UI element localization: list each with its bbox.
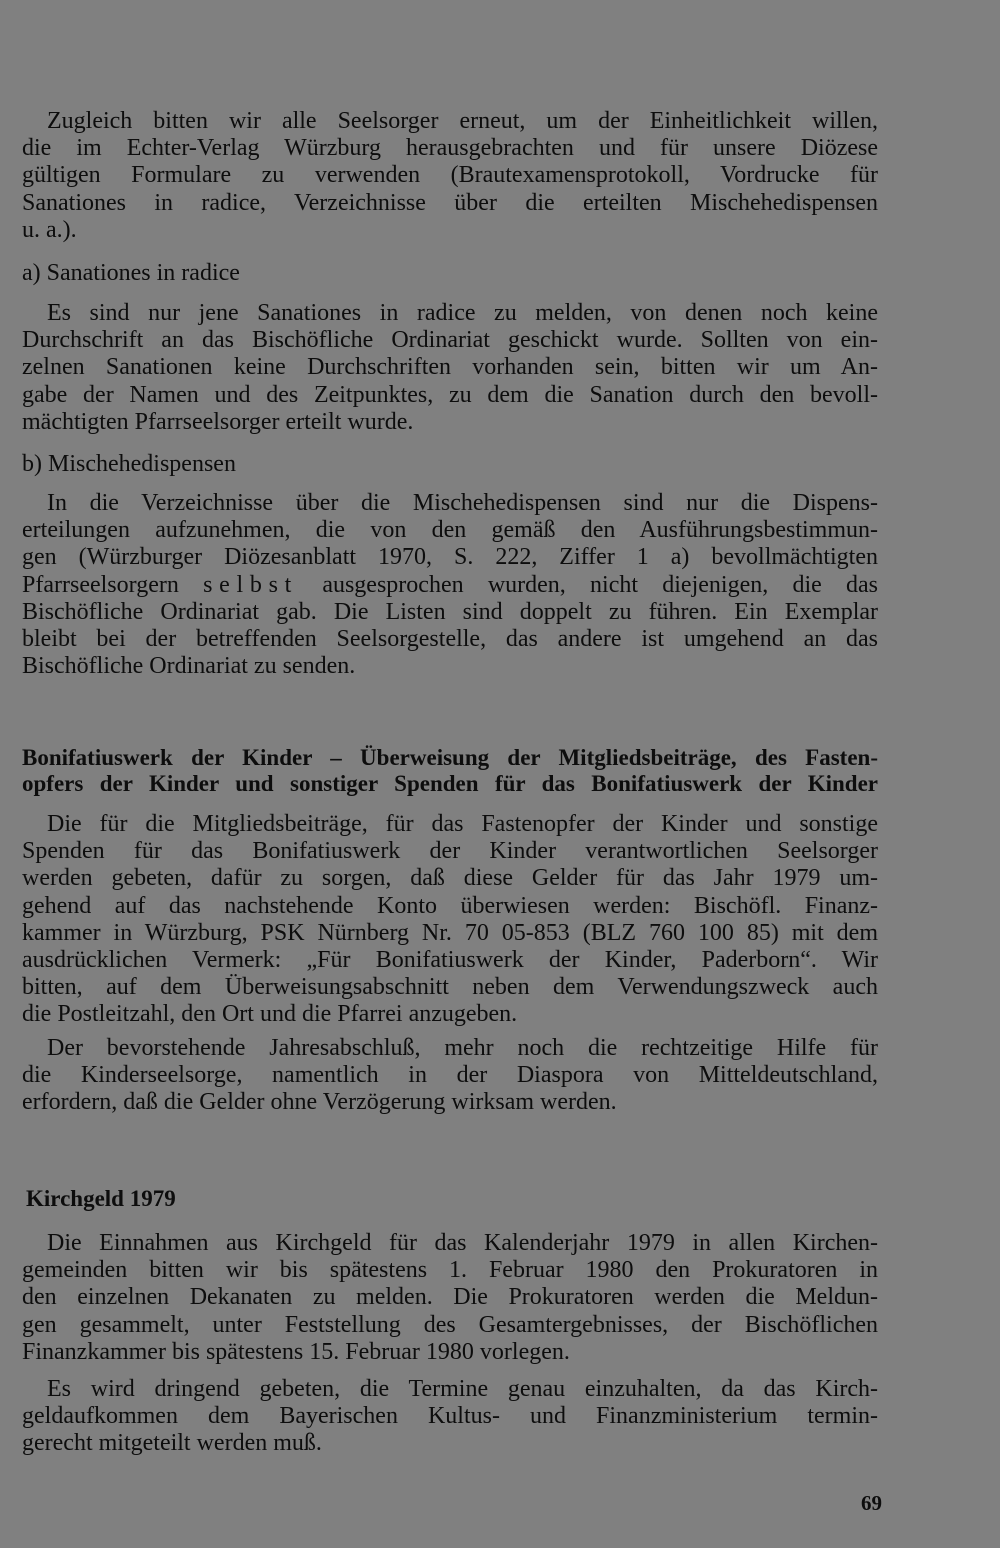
heading-line: Bonifatiuswerk der Kinder – Überweisung der Mitgliedsbeiträge, des Fasten-: [22, 745, 878, 770]
text-line: Finanzkammer bis spätestens 15. Februar 1980 vorlegen.: [22, 1338, 570, 1365]
text-line: kammer in Würzburg, PSK Nürnberg Nr. 70 05-853 (BLZ 760 100 85) mit dem: [22, 919, 878, 946]
text-line: gültigen Formulare zu verwenden (Brautexamensprotokoll, Vordrucke für: [22, 162, 878, 189]
paragraph-sanationes: [22, 300, 878, 436]
text-segment: Pfarrseelsorgern: [22, 571, 179, 598]
text-line: Zugleich bitten wir alle Seelsorger erneut, um der Einheitlichkeit willen,: [47, 108, 878, 134]
text-line: bitten, auf dem Überweisungsabschnitt neben dem Verwendungszweck auch: [22, 974, 878, 1001]
text-line: Spenden für das Bonifatiuswerk der Kinder verantwortlichen Seelsorger: [22, 838, 878, 865]
text-line: den einzelnen Dekanaten zu melden. Die Prokuratoren werden die Meldun-: [22, 1284, 878, 1311]
text-line: die Postleitzahl, den Ort und die Pfarrei anzugeben.: [22, 1001, 518, 1028]
paragraph-kirchgeld-1: [22, 1230, 878, 1366]
paragraph-bonifatiuswerk-1: [22, 811, 878, 1029]
text-line: In die Verzeichnisse über die Mischehedispensen sind nur die Dispens-: [47, 490, 878, 516]
heading-line: opfers der Kinder und sonstiger Spenden für das Bonifatiuswerk der Kinder: [22, 771, 878, 796]
text-line: die im Echter-Verlag Würzburg herausgebrachten und für unsere Diözese: [22, 135, 878, 162]
text-line: mächtigten Pfarrseelsorger erteilt wurde.: [22, 408, 414, 435]
text-line: gabe der Namen und des Zeitpunktes, zu dem die Sanation durch den bevoll-: [22, 381, 878, 408]
text-line: Der bevorstehende Jahresabschluß, mehr noch die rechtzeitige Hilfe für: [47, 1035, 878, 1061]
emphasized-word: selbst: [203, 571, 299, 598]
text-line: gemeinden bitten wir bis spätestens 1. Februar 1980 den Prokuratoren in: [22, 1257, 878, 1284]
paragraph-mischehedispensen: [22, 490, 878, 680]
section-heading-kirchgeld: Kirchgeld 1979: [26, 1186, 176, 1211]
text-line: Es sind nur jene Sanationes in radice zu melden, von denen noch keine: [47, 300, 878, 326]
text-line: Durchschrift an das Bischöfliche Ordinariat geschickt wurde. Sollten von ein-: [22, 327, 878, 354]
text-line: bleibt bei der betreffenden Seelsorgestelle, das andere ist umgehend an das: [22, 626, 878, 653]
text-line: geldaufkommen dem Bayerischen Kultus- und Finanzministerium termin-: [22, 1403, 878, 1430]
paragraph-bonifatiuswerk-2: [22, 1035, 878, 1117]
paragraph-kirchgeld-2: [22, 1376, 878, 1458]
text-line: ausdrücklichen Vermerk: „Für Bonifatiuswerk der Kinder, Paderborn“. Wir: [22, 947, 878, 974]
text-line: Die Einnahmen aus Kirchgeld für das Kalenderjahr 1979 in allen Kirchen-: [47, 1230, 878, 1256]
text-line: Die für die Mitgliedsbeiträge, für das Fastenopfer der Kinder und sonstige: [47, 811, 878, 837]
page-number: 69: [861, 1491, 882, 1515]
paragraph-intro: [22, 108, 878, 244]
text-line: zelnen Sanationen keine Durchschriften vorhanden sein, bitten wir um An-: [22, 354, 878, 381]
text-line: die Kinderseelsorge, namentlich in der Diaspora von Mitteldeutschland,: [22, 1062, 878, 1089]
section-heading-bonifatiuswerk: [22, 745, 878, 797]
text-line: gen gesammelt, unter Feststellung des Gesamtergebnisses, der Bischöflichen: [22, 1311, 878, 1338]
text-line: gerecht mitgeteilt werden muß.: [22, 1430, 322, 1457]
text-line: Bischöfliche Ordinariat gab. Die Listen sind doppelt zu führen. Ein Exemplar: [22, 598, 878, 625]
text-line: erfordern, daß die Gelder ohne Verzögerung wirksam werden.: [22, 1089, 617, 1116]
subsection-heading-b: b) Mischehedispensen: [22, 451, 236, 477]
text-segment: ausgesprochen wurden, nicht diejenigen, die das: [322, 571, 878, 598]
text-line: Bischöfliche Ordinariat zu senden.: [22, 653, 356, 680]
subsection-heading-a: a) Sanationes in radice: [22, 260, 240, 286]
text-line: Sanationes in radice, Verzeichnisse über die erteilten Mischehedispensen: [22, 189, 878, 216]
text-line: Es wird dringend gebeten, die Termine genau einzuhalten, da das Kirch-: [47, 1376, 878, 1402]
text-line: gehend auf das nachstehende Konto überwiesen werden: Bischöfl. Finanz-: [22, 892, 878, 919]
text-line: u. a.).: [22, 216, 77, 243]
text-line: gen (Würzburger Diözesanblatt 1970, S. 222, Ziffer 1 a) bevollmächtigten: [22, 544, 878, 571]
text-line: erteilungen aufzunehmen, die von den gemäß den Ausführungsbestimmun-: [22, 517, 878, 544]
text-line: werden gebeten, dafür zu sorgen, daß diese Gelder für das Jahr 1979 um-: [22, 865, 878, 892]
text-line: [22, 572, 878, 599]
